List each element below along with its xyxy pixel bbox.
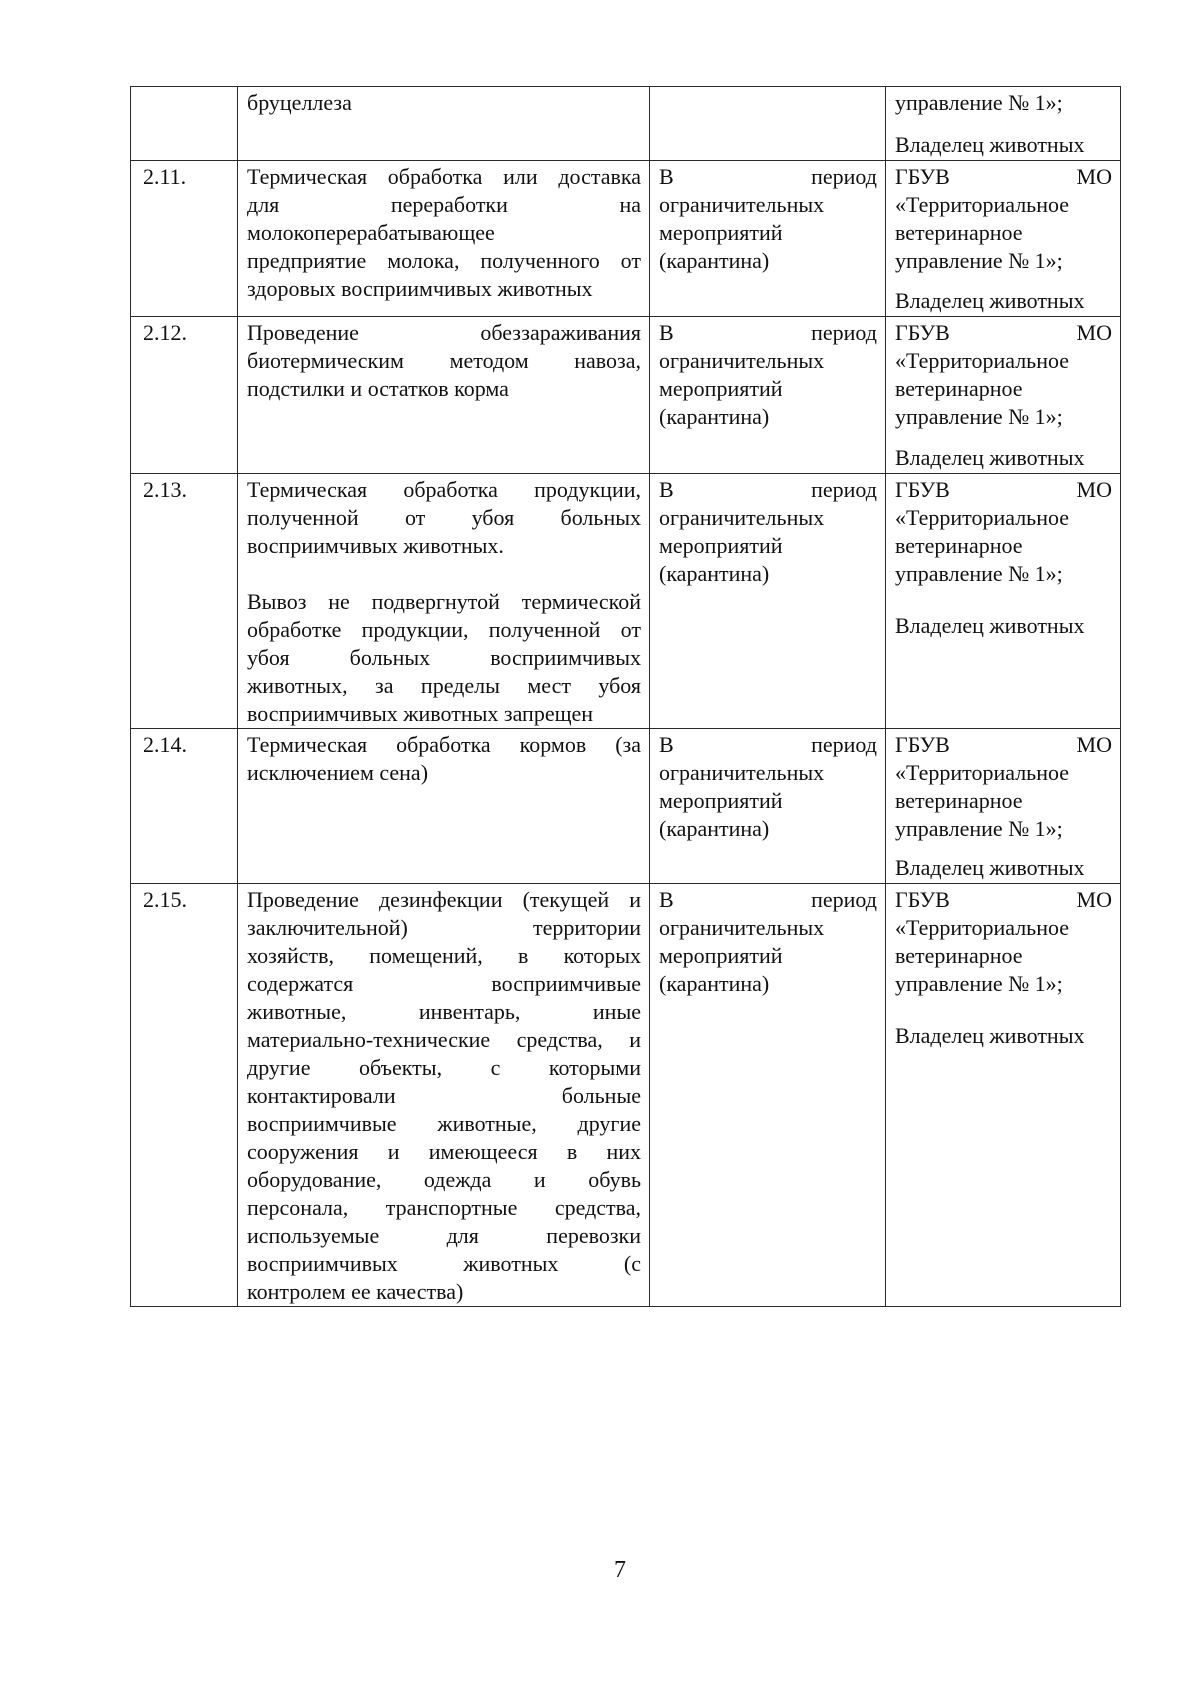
term-line: (карантина) xyxy=(659,404,770,429)
responsible-owner: Владелец животных xyxy=(895,288,1085,313)
responsible-content xyxy=(895,163,1112,315)
term-line: (карантина) xyxy=(659,248,770,273)
responsible-line: «Территориальное xyxy=(895,915,1070,940)
org-abbrev: ГБУВ xyxy=(895,164,950,189)
measure-description-cell xyxy=(238,161,650,317)
table-row xyxy=(131,474,1121,729)
responsible-content xyxy=(895,319,1112,472)
row-number-cell xyxy=(131,161,238,317)
org-abbrev: ГБУВ xyxy=(895,887,950,912)
responsible-line: «Территориальное xyxy=(895,348,1070,373)
responsible-line: ветеринарное xyxy=(895,220,1023,245)
term-line: мероприятий xyxy=(659,533,783,558)
description-line: содержатся восприимчивые xyxy=(247,971,641,996)
responsible-content xyxy=(895,476,1112,706)
table-row xyxy=(131,87,1121,161)
responsible-cell xyxy=(886,317,1121,474)
description-line: полученной от убоя больных xyxy=(247,505,641,530)
description-line: исключением сена) xyxy=(247,760,429,785)
responsible-cell xyxy=(886,884,1121,1307)
responsible-line: управление № 1»; xyxy=(895,404,1063,429)
description-line: восприимчивые животные, другие xyxy=(247,1111,641,1136)
term-line: (карантина) xyxy=(659,561,770,586)
description-line: материально-технические средства, и xyxy=(247,1027,641,1052)
description-line: оборудование, одежда и обувь xyxy=(247,1167,641,1192)
term-word: период xyxy=(811,887,877,912)
term-line: мероприятий xyxy=(659,943,783,968)
responsible-owner: Владелец животных xyxy=(895,132,1085,157)
table-row xyxy=(131,161,1121,317)
term-first-line xyxy=(659,319,877,347)
description-line: биотермическим методом навоза, xyxy=(247,348,641,373)
responsible-line: ветеринарное xyxy=(895,533,1023,558)
row-number-cell xyxy=(131,729,238,884)
responsible-org-first-line xyxy=(895,163,1112,191)
description-line: используемые для перевозки xyxy=(247,1223,641,1248)
responsible-org xyxy=(895,89,1112,117)
description-line: Термическая обработка продукции, xyxy=(247,477,641,502)
term-line: (карантина) xyxy=(659,971,770,996)
term-word: В xyxy=(659,164,674,189)
description-line: молокоперерабатывающее xyxy=(247,220,495,245)
responsible-org xyxy=(895,731,1112,843)
description-line: заключительной) территории xyxy=(247,915,641,940)
term-word: период xyxy=(811,477,877,502)
term-cell xyxy=(650,474,886,729)
row-number-cell xyxy=(131,317,238,474)
term-first-line xyxy=(659,886,877,914)
responsible-owner: Владелец животных xyxy=(895,613,1085,638)
term-word: В xyxy=(659,477,674,502)
table-row xyxy=(131,884,1121,1307)
responsible-org xyxy=(895,163,1112,275)
responsible-org-first-line xyxy=(895,476,1112,504)
description-line: бруцеллеза xyxy=(247,90,352,115)
term-word: период xyxy=(811,320,877,345)
description-line: Термическая обработка кормов (за xyxy=(247,732,641,757)
responsible-cell xyxy=(886,729,1121,884)
description-line: животных, за пределы мест убоя xyxy=(247,673,641,698)
org-region: МО xyxy=(1076,164,1112,189)
description-line: контролем ее качества) xyxy=(247,1279,464,1304)
description-line: животные, инвентарь, иные xyxy=(247,999,641,1024)
paragraph-gap xyxy=(247,560,641,588)
responsible-line: управление № 1»; xyxy=(895,90,1063,115)
term-first-line xyxy=(659,476,877,504)
description-line: Проведение обеззараживания xyxy=(247,320,641,345)
responsible-line: ветеринарное xyxy=(895,788,1023,813)
term-word: В xyxy=(659,320,674,345)
table-row xyxy=(131,729,1121,884)
description-line: восприимчивых животных. xyxy=(247,533,504,558)
term-line: мероприятий xyxy=(659,788,783,813)
term-line: мероприятий xyxy=(659,220,783,245)
description-line: Термическая обработка или доставка xyxy=(247,164,641,189)
row-number-cell xyxy=(131,87,238,161)
responsible-line: управление № 1»; xyxy=(895,816,1063,841)
responsible-cell xyxy=(886,87,1121,161)
term-first-line xyxy=(659,731,877,759)
table-body xyxy=(131,87,1121,1307)
term-line: ограничительных xyxy=(659,915,825,940)
measure-description-cell xyxy=(238,729,650,884)
description-line: Вывоз не подвергнутой термической xyxy=(247,589,641,614)
term-line: ограничительных xyxy=(659,760,825,785)
responsible-line: «Территориальное xyxy=(895,192,1070,217)
responsible-line: ветеринарное xyxy=(895,943,1023,968)
responsible-line: «Территориальное xyxy=(895,505,1070,530)
responsible-org xyxy=(895,476,1112,588)
term-word: В xyxy=(659,887,674,912)
responsible-org-first-line xyxy=(895,731,1112,759)
term-word: период xyxy=(811,164,877,189)
term-line: ограничительных xyxy=(659,505,825,530)
measure-description-cell xyxy=(238,87,650,161)
description-line: хозяйств, помещений, в которых xyxy=(247,943,641,968)
responsible-owner: Владелец животных xyxy=(895,445,1085,470)
description-line: восприимчивых животных (с xyxy=(247,1251,641,1276)
description-line: сооружения и имеющееся в них xyxy=(247,1139,641,1164)
org-abbrev: ГБУВ xyxy=(895,477,950,502)
description-line: Проведение дезинфекции (текущей и xyxy=(247,887,641,912)
description-line: убоя больных восприимчивых xyxy=(247,645,641,670)
description-line: персонала, транспортные средства, xyxy=(247,1195,641,1220)
term-cell xyxy=(650,884,886,1307)
row-number-cell xyxy=(131,474,238,729)
term-word: период xyxy=(811,732,877,757)
term-line: (карантина) xyxy=(659,816,770,841)
responsible-owner: Владелец животных xyxy=(895,1023,1085,1048)
org-abbrev: ГБУВ xyxy=(895,320,950,345)
responsible-content xyxy=(895,886,1112,1271)
description-line: здоровых восприимчивых животных xyxy=(247,276,593,301)
responsible-line: управление № 1»; xyxy=(895,561,1063,586)
description-line: предприятие молока, полученного от xyxy=(247,248,641,273)
org-region: МО xyxy=(1076,477,1112,502)
org-abbrev: ГБУВ xyxy=(895,732,950,757)
term-line: ограничительных xyxy=(659,192,825,217)
page-number: 7 xyxy=(614,1557,626,1583)
responsible-content xyxy=(895,731,1112,882)
description-line: другие объекты, с которыми xyxy=(247,1055,641,1080)
responsible-org xyxy=(895,319,1112,431)
table-row xyxy=(131,317,1121,474)
description-line: для переработки на xyxy=(247,192,641,217)
term-line: мероприятий xyxy=(659,376,783,401)
org-region: МО xyxy=(1076,320,1112,345)
description-line: обработке продукции, полученной от xyxy=(247,617,641,642)
term-line: ограничительных xyxy=(659,348,825,373)
term-cell xyxy=(650,87,886,161)
row-number: 2.12. xyxy=(143,320,187,345)
org-region: МО xyxy=(1076,732,1112,757)
row-number-cell xyxy=(131,884,238,1307)
responsible-line: ветеринарное xyxy=(895,376,1023,401)
term-cell xyxy=(650,161,886,317)
description-line: контактировали больные xyxy=(247,1083,641,1108)
measure-description-cell xyxy=(238,317,650,474)
description-line: восприимчивых животных запрещен xyxy=(247,701,594,726)
responsible-cell xyxy=(886,161,1121,317)
term-first-line xyxy=(659,163,877,191)
row-number: 2.15. xyxy=(143,887,187,912)
term-word: В xyxy=(659,732,674,757)
term-cell xyxy=(650,317,886,474)
org-region: МО xyxy=(1076,887,1112,912)
responsible-line: управление № 1»; xyxy=(895,248,1063,273)
measure-description-cell xyxy=(238,884,650,1307)
responsible-line: «Территориальное xyxy=(895,760,1070,785)
responsible-line: управление № 1»; xyxy=(895,971,1063,996)
term-cell xyxy=(650,729,886,884)
responsible-content xyxy=(895,89,1112,159)
responsible-owner: Владелец животных xyxy=(895,855,1085,880)
responsible-org-first-line xyxy=(895,319,1112,347)
measures-table xyxy=(130,86,1121,1307)
responsible-cell xyxy=(886,474,1121,729)
description-line: подстилки и остатков корма xyxy=(247,376,509,401)
row-number: 2.14. xyxy=(143,732,187,757)
row-number: 2.13. xyxy=(143,477,187,502)
responsible-org-first-line xyxy=(895,886,1112,914)
row-number: 2.11. xyxy=(143,164,187,189)
measure-description-cell xyxy=(238,474,650,729)
responsible-org xyxy=(895,886,1112,998)
